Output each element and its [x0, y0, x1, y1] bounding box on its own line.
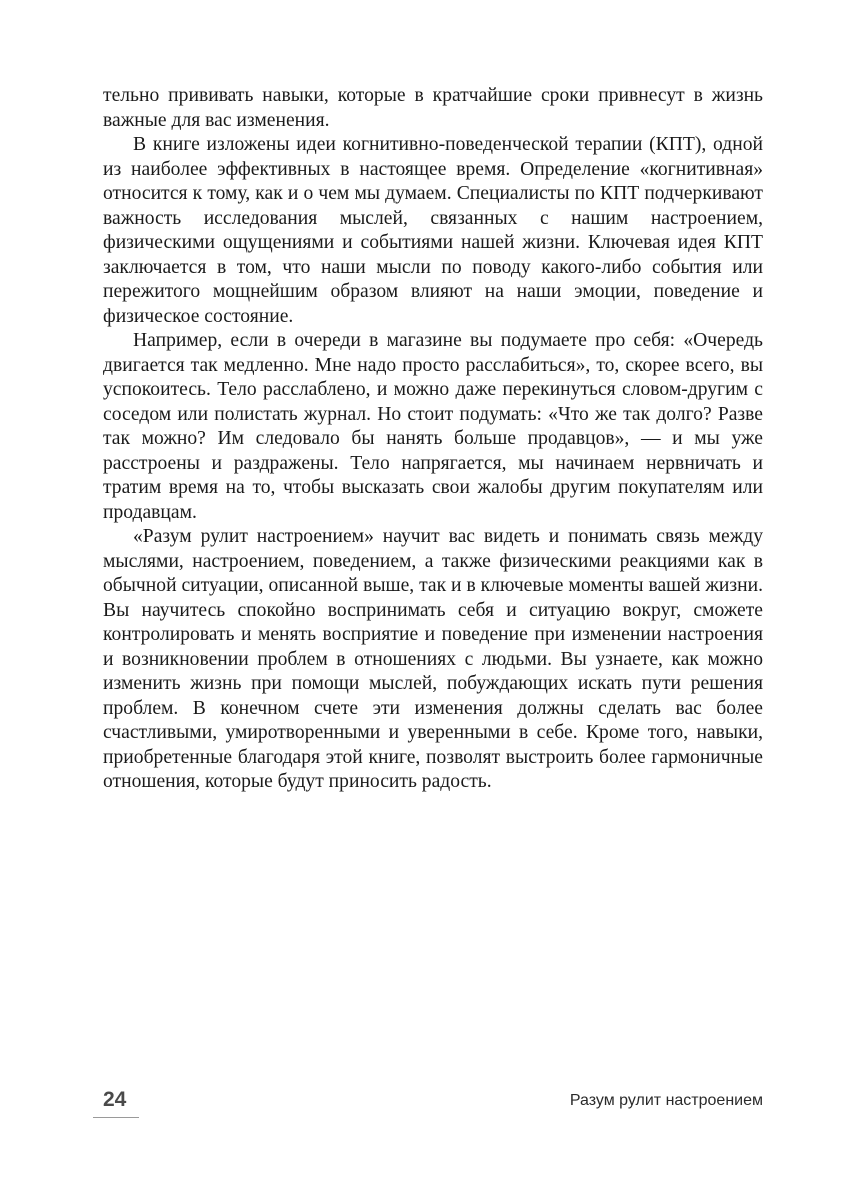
running-title: Разум рулит настроением — [569, 1092, 763, 1109]
body-text — [103, 84, 763, 795]
paragraph-cbt-intro: В книге изложены идеи когнитивно-поведенческой терапии (КПТ), одной из наиболее эффективных в настоящее время. Определение «когнитивная» относится к тому, как и о чем мы думаем. Специалисты по КПТ подчеркивают важность исследования мыслей, связанных с нашим настроением, физическими ощущениями и событиями нашей жизни. Ключевая идея КПТ заключается в том, что наши мысли по поводу какого-либо события или пережитого мощнейшим образом влияют на наши эмоции, поведение и физическое состояние. — [103, 134, 763, 327]
page-number: 24 — [103, 1088, 127, 1111]
paragraph-queue-example: Например, если в очереди в магазине вы подумаете про себя: «Очередь двигается так медленно. Мне надо просто расслабиться», то, скорее всего, вы успокоитесь. Тело расслаблено, и можно даже перекинуться словом-другим с соседом или полистать журнал. Но стоит подумать: «Что же так долго? Разве так можно? Им следовало бы нанять больше продавцов», — и мы уже расстроены и раздражены. Тело напрягается, мы начинаем нервничать и тратим время на то, чтобы высказать свои жалобы другим покупателям или продавцам. — [103, 330, 763, 523]
paragraph-continuation: тельно прививать навыки, которые в кратчайшие сроки привнесут в жизнь важные для вас изменения. — [103, 85, 763, 131]
page-number-underline — [93, 1117, 139, 1118]
paragraph-book-benefits: «Разум рулит настроением» научит вас видеть и понимать связь между мыслями, настроением, поведением, а также физическими реакциями как в обычной ситуации, описанной выше, так и в ключевые моменты вашей жизни. Вы научитесь спокойно воспринимать себя и ситуацию вокруг, сможете контролировать и менять восприятие и поведение при изменении настроения и возникновении проблем в отношениях с людьми. Вы узнаете, как можно изменить жизнь при помощи мыслей, побуждающих искать пути решения проблем. В конечном счете эти изменения должны сделать вас более счастливыми, умиротворенными и уверенными в себе. Кроме того, навыки, приобретенные благодаря этой книге, позволят выстроить более гармоничные отношения, которые будут приносить радость. — [103, 526, 763, 792]
